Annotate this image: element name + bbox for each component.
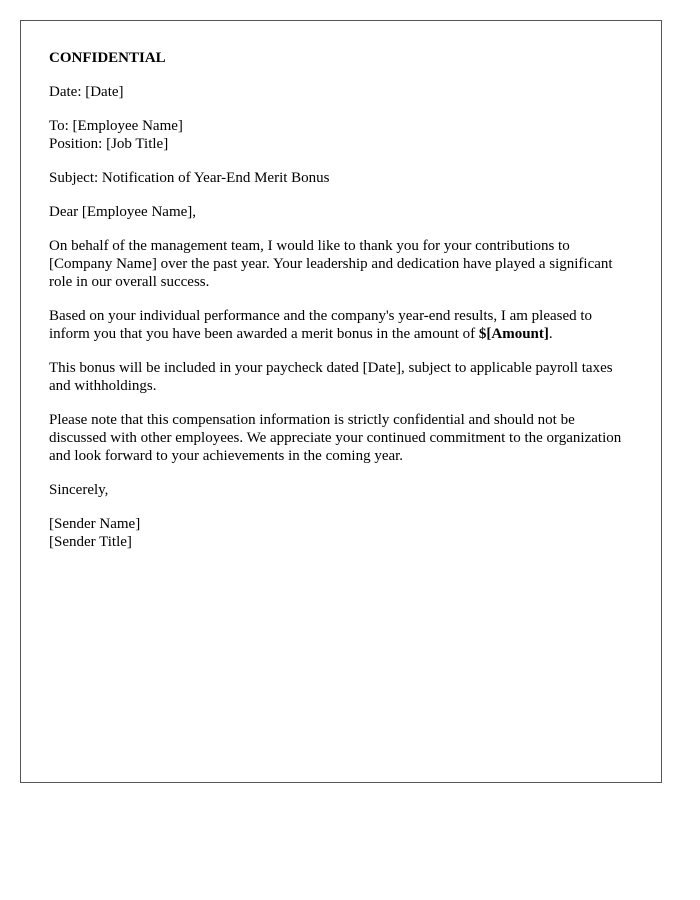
letter-document bbox=[20, 20, 662, 783]
paragraph-thanks: On behalf of the management team, I would like to thank you for your contributions to [Company Name] over the past year. Your leadership and dedication have played a significant role in our overall success. bbox=[49, 238, 613, 290]
sender-title: [Sender Title] bbox=[49, 534, 132, 550]
position-line: Position: [Job Title] bbox=[49, 136, 169, 152]
paragraph-payment: This bonus will be included in your paycheck dated [Date], subject to applicable payroll taxes and withholdings. bbox=[49, 360, 613, 394]
closing: Sincerely, bbox=[49, 482, 109, 498]
paragraph-bonus-award bbox=[49, 307, 634, 343]
bonus-text: Based on your individual performance and the company's year-end results, I am pleased to inform you that you have been awarded a merit bonus in the amount of bbox=[49, 308, 593, 342]
bonus-amount: $[Amount] bbox=[478, 326, 549, 342]
paragraph-confidentiality: Please note that this compensation information is strictly confidential and should not be discussed with other employees. We appreciate your continued commitment to the organization and look forward to your achievements in the coming year. bbox=[49, 412, 622, 464]
confidential-heading: CONFIDENTIAL bbox=[49, 50, 166, 66]
subject-line: Subject: Notification of Year-End Merit Bonus bbox=[49, 170, 330, 186]
to-line: To: [Employee Name] bbox=[49, 118, 183, 134]
signature-block bbox=[49, 515, 634, 551]
date-line: Date: [Date] bbox=[49, 84, 124, 100]
bonus-period: . bbox=[548, 326, 553, 342]
sender-name: [Sender Name] bbox=[49, 516, 141, 532]
recipient-block bbox=[49, 117, 634, 153]
salutation: Dear [Employee Name], bbox=[49, 204, 197, 220]
